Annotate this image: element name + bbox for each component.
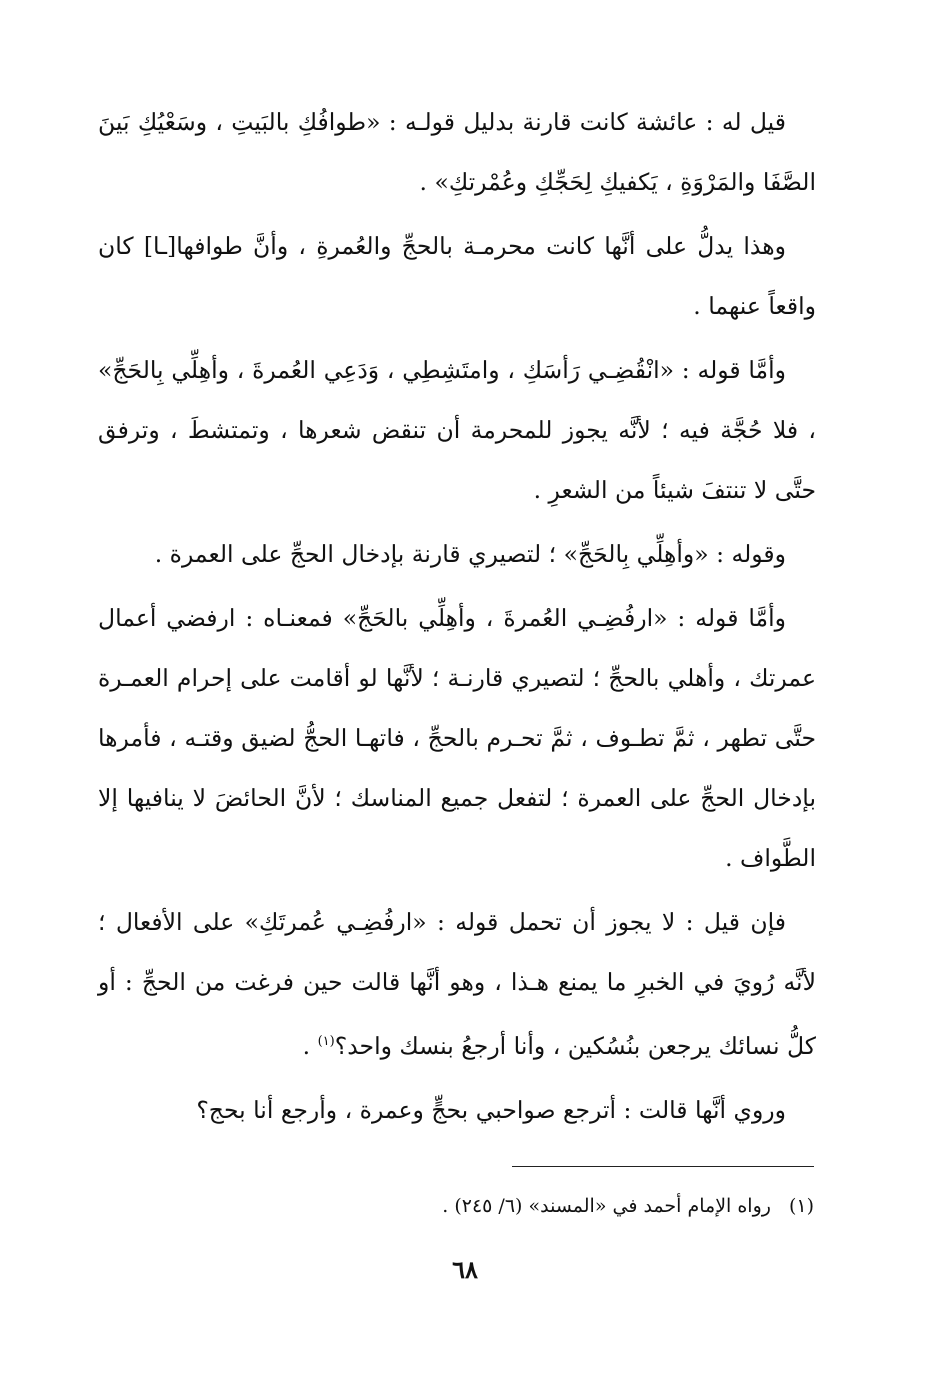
paragraph-6: فإن قيل : لا يجوز أن تحمل قوله : «ارفُضِـي عُمرتَكِ» على الأفعال ؛ لأنَّه رُويَ في الخبرِ ما يمنع هـذا ، وهو أنَّها قالت حين فرغت من الحجِّ : أو كلُّ نسائك يرجعن بنُسُكين ، وأنا أرجعُ بنسك واحد؟$^{(١)}$ .: [98, 908, 816, 1060]
paragraph-2: وهذا يدلُّ على أنَّها كانت محرمـة بالحجِّ والعُمرةِ ، وأنَّ طوافها[ـا] كان واقعاً عنهما .: [98, 232, 816, 320]
page-body: [98, 92, 816, 1144]
paragraph-4: وقوله : «وأهِلِّي بِالحَجِّ» ؛ لتصيري قارنة بإدخال الحجِّ على العمرة .: [154, 540, 786, 568]
footnote-marker: (١): [788, 1195, 814, 1217]
paragraph-1: قيل له : عائشة كانت قارنة بدليل قولـه : «طوافُكِ بالبَيتِ ، وسَعْيُكِ بَينَ الصَّفَا والمَرْوَةِ ، يَكفيكِ لِحَجِّكِ وعُمْرتكِ» .: [98, 108, 816, 196]
footnote-text: رواه الإمام أحمد في «المسند» (٦/ ٢٤٥) .: [442, 1195, 771, 1217]
paragraph-5: وأمَّا قوله : «ارفُضِـي العُمرةَ ، وأهِلِّي بالحَجِّ» فمعنـاه : ارفضي أعمال عمرتك ، وأهلي بالحجِّ ؛ لتصيري قارنـة ؛ لأنَّها لو أقامت على إحرام العمـرة حتَّى تطهر ، ثمَّ تطـوف ، ثمَّ تحـرم بالحجِّ ، فاتهـا الحجُّ لضيق وقتـه ، فأمرها بإدخال الحجِّ على العمرة ؛ لتفعل جميع المناسك ؛ لأنَّ الحائضَ لا ينافيها إلا الطَّواف .: [98, 604, 816, 872]
paragraph-6-text: فإن قيل : لا يجوز أن تحمل قوله : «ارفُضِـي عُمرتَكِ» على الأفعال ؛ لأنَّه رُويَ في الخبرِ ما يمنع هـذا ، وهو أنَّها قالت حين فرغت من الحجِّ : أو كلُّ نسائك يرجعن بنُسُكين ، وأنا أرجعُ بنسك واحد؟: [98, 908, 816, 1060]
footnote-divider: [512, 1166, 814, 1167]
paragraph-3: وأمَّا قوله : «انْقُضِـي رَأسَكِ ، وامتَشِطِي ، وَدَعِي العُمرةَ ، وأهِلِّي بِالحَجِّ» ، فلا حُجَّة فيه ؛ لأنَّه يجوز للمحرمة أن تنقض شعرها ، وتمتشطَ ، وترفق حتَّى لا تنتفَ شيئاً من الشعرِ .: [98, 356, 816, 504]
footnote-reference[interactable]: (١): [317, 1034, 335, 1049]
main-text: [98, 92, 816, 1140]
paragraph-7: وروي أنَّها قالت : أترجع صواحبي بحجٍّ وعمرة ، وأرجع أنا بحج؟: [196, 1095, 786, 1124]
footnote: [114, 1192, 814, 1220]
page-number: ٦٨: [452, 1255, 478, 1284]
